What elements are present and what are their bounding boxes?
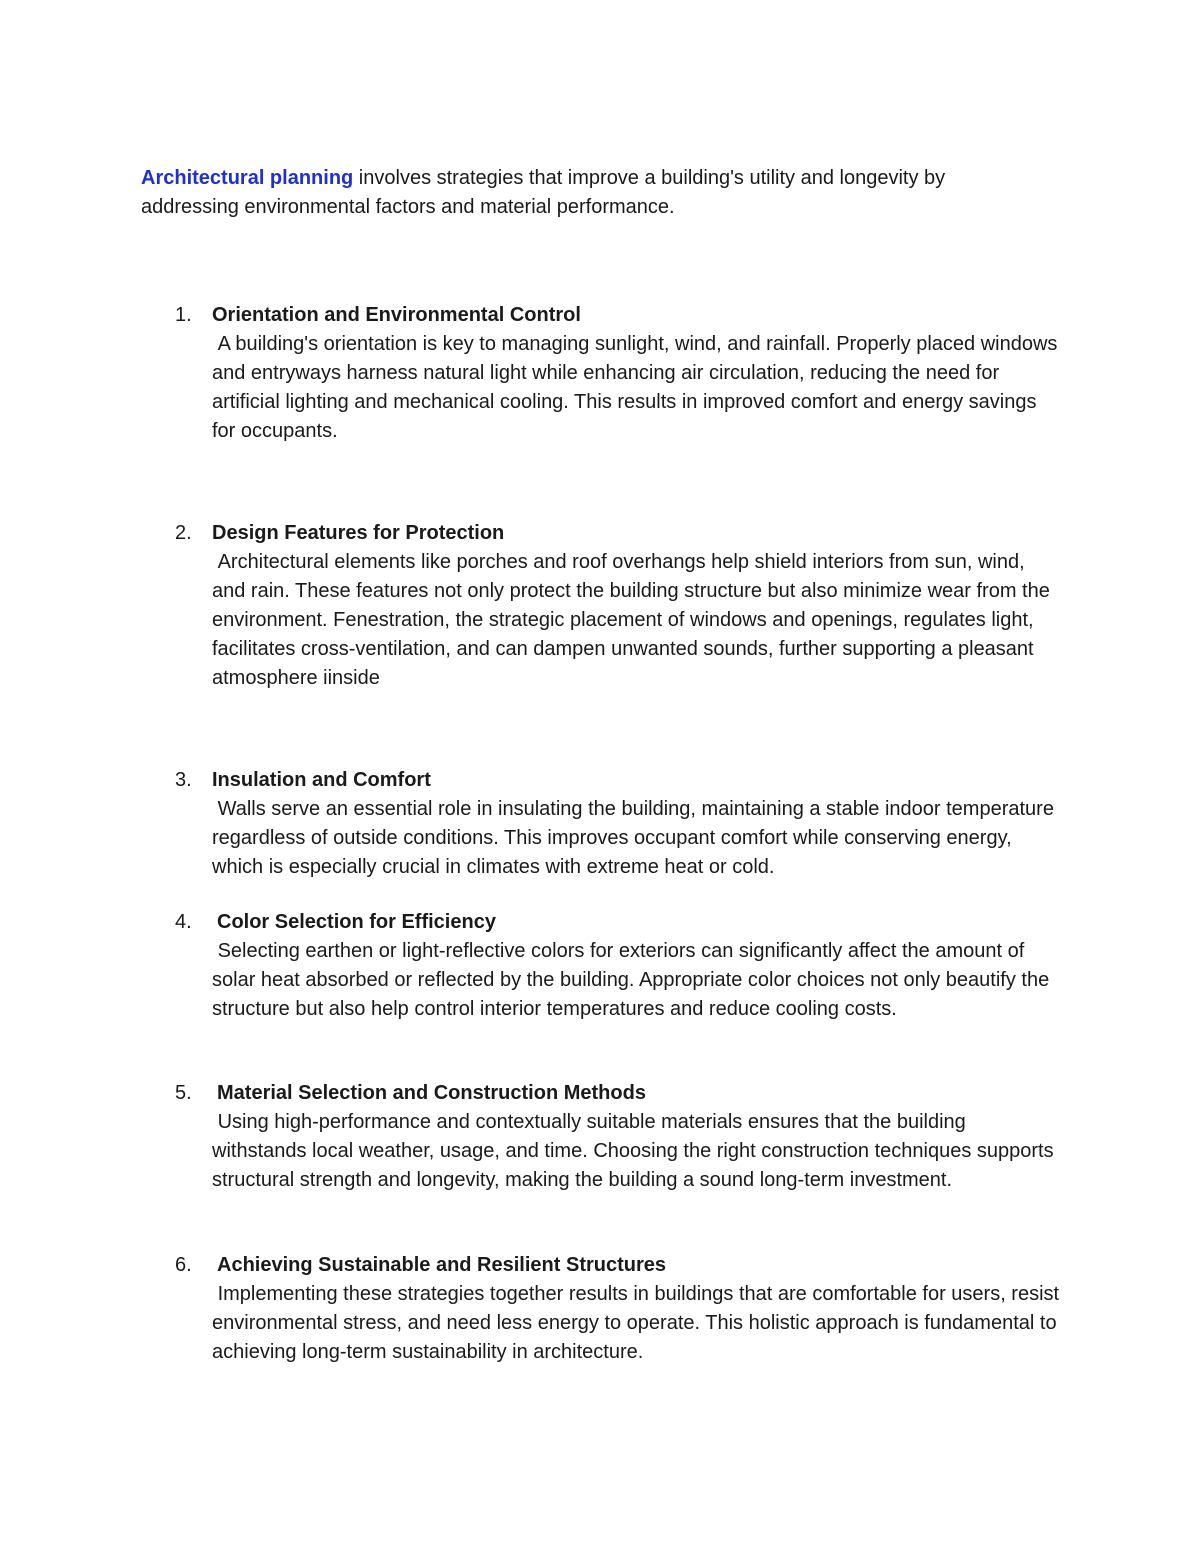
list-item-heading: Color Selection for Efficiency	[217, 911, 496, 933]
intro-text: involves strategies that improve a building's utility and longevity by addressing environmental factors and material performance.	[141, 167, 946, 218]
list-item-body: A building's orientation is key to managing sunlight, wind, and rainfall. Properly placed windows and entryways harness natural light while enhancing air circulation, reducing the need for artificial lighting and mechanical cooling. This results in improved comfort and energy savings for occupants.	[212, 333, 1063, 442]
list-item-number: 3.	[175, 769, 192, 791]
list-item-heading: Orientation and Environmental Control	[212, 304, 581, 326]
list-item-body: Selecting earthen or light-reflective colors for exteriors can significantly affect the amount of solar heat absorbed or reflected by the building. Appropriate color choices not only beautify the structure but also help control interior temperatures and reduce cooling costs.	[212, 940, 1055, 1020]
list-item-heading: Design Features for Protection	[212, 522, 505, 544]
list-item-body: Using high-performance and contextually suitable materials ensures that the building withstands local weather, usage, and time. Choosing the right construction techniques supports structural strength and longevity, making the building a sound long-term investment.	[212, 1111, 1060, 1191]
list-item-body: Architectural elements like porches and roof overhangs help shield interiors from sun, wind, and rain. These features not only protect the building structure but also minimize wear from the environment. Fenestration, the strategic placement of windows and openings, regulates light, facilitates cross-ventilation, and can dampen unwanted sounds, further supporting a pleasant atmosphere iinside	[212, 551, 1056, 689]
list-item-number: 4.	[175, 911, 192, 933]
list-item-number: 5.	[175, 1082, 192, 1104]
list-item-number: 1.	[175, 304, 192, 326]
list-item-body: Implementing these strategies together results in buildings that are comfortable for users, resist environmental stress, and need less energy to operate. This holistic approach is fundamental to achieving long-term sustainability in architecture.	[212, 1283, 1065, 1363]
intro-paragraph	[141, 164, 1041, 222]
list-item-body: Walls serve an essential role in insulating the building, maintaining a stable indoor temperature regardless of outside conditions. This improves occupant comfort while conserving energy, which is especially crucial in climates with extreme heat or cold.	[212, 798, 1060, 878]
list-item-heading: Insulation and Comfort	[212, 769, 431, 791]
list-item-number: 2.	[175, 522, 192, 544]
list-item-number: 6.	[175, 1254, 192, 1276]
list-item-heading: Material Selection and Construction Methods	[217, 1082, 646, 1104]
intro-term: Architectural planning	[141, 167, 354, 189]
list-item-heading: Achieving Sustainable and Resilient Structures	[217, 1254, 667, 1276]
